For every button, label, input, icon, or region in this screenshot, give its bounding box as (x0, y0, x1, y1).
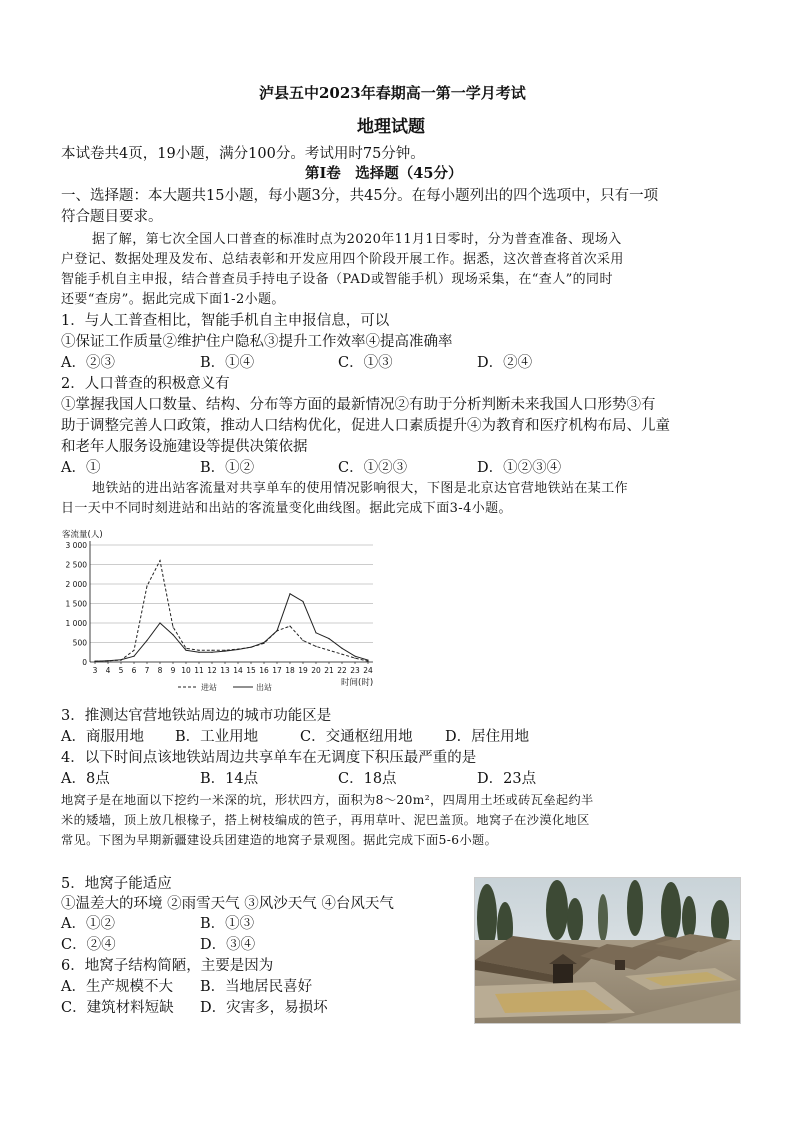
chart-y-tick-label: 1 500 (65, 599, 87, 609)
question-5-option-b[interactable]: B．①③ (200, 916, 255, 932)
chart-data-point (198, 652, 199, 653)
chart-data-point (94, 661, 95, 662)
chart-data-point (263, 642, 264, 643)
chart-data-point (198, 650, 199, 651)
question-3-option-c[interactable]: C．交通枢纽用地 (300, 729, 413, 745)
question-2-option-a[interactable]: A．① (61, 460, 101, 476)
chart-x-tick-label: 19 (298, 666, 308, 675)
instructions-line-2: 符合题目要求。 (61, 209, 163, 225)
dwelling-photo (474, 877, 741, 1024)
chart-y-axis-label: 客流量(人) (62, 530, 103, 540)
chart-x-tick-label: 18 (285, 666, 295, 675)
exam-info: 本试卷共4页，19小题，满分100分。考试用时75分钟。 (61, 146, 425, 162)
chart-y-tick-label: 2 000 (65, 580, 87, 589)
chart-series-lines (94, 560, 368, 662)
chart-x-tick-label: 13 (220, 666, 230, 675)
instructions-line-1: 一、选择题：本大题共15小题，每小题3分，共45分。在每小题列出的四个选项中，只有一项 (61, 188, 659, 204)
question-2-items-line-3: 和老年人服务设施建设等提供决策依据 (61, 439, 308, 455)
chart-x-tick-label: 23 (350, 666, 360, 675)
subject-title: 地理试题 (357, 117, 425, 137)
question-6-stem: 6．地窝子结构简陋，主要是因为 (61, 958, 274, 974)
question-4-option-a[interactable]: A．8点 (61, 771, 110, 787)
chart-data-point (159, 560, 160, 561)
question-4-option-c[interactable]: C．18点 (338, 771, 397, 787)
question-1-option-d[interactable]: D．②④ (477, 355, 533, 371)
question-1-option-a[interactable]: A．②③ (61, 355, 115, 371)
chart-data-point (172, 626, 173, 627)
chart-data-point (211, 652, 212, 653)
question-1-items: ①保证工作质量②维护住户隐私③提升工作效率④提高准确率 (61, 334, 453, 350)
chart-data-point (276, 630, 277, 631)
chart-data-point (302, 601, 303, 602)
chart-x-tick-label: 12 (207, 666, 217, 675)
chart-y-tick-label: 1 000 (65, 619, 87, 628)
chart-gridlines (90, 545, 373, 643)
question-2-option-d[interactable]: D．①②③④ (477, 460, 562, 476)
chart-data-point (107, 660, 108, 661)
chart-x-tick-label: 6 (131, 666, 137, 675)
chart-axes (90, 541, 373, 664)
chart-data-point (224, 651, 225, 652)
chart-data-point (211, 650, 212, 651)
question-6-option-d[interactable]: D．灾害多，易损坏 (200, 1000, 328, 1016)
chart-x-axis-label: 时间(时) (341, 678, 374, 688)
question-5-items: ①温差大的环境 ②雨雪天气 ③风沙天气 ④台风天气 (61, 896, 394, 912)
material-3-line-1: 地窝子是在地面以下挖约一米深的坑，形状四方，面积为8～20m²，四周用土坯或砖瓦垒起约半 (61, 793, 594, 807)
question-6-option-a[interactable]: A．生产规模不大 (61, 979, 173, 995)
question-4-option-d[interactable]: D．23点 (477, 771, 537, 787)
question-5-stem: 5．地窝子能适应 (61, 876, 172, 892)
material-3-line-3: 常见。下图为早期新疆建设兵团建造的地窝子景观图。据此完成下面5-6小题。 (61, 833, 498, 847)
question-6-option-b[interactable]: B．当地居民喜好 (200, 979, 313, 995)
chart-x-tick-label: 24 (363, 666, 373, 675)
question-4-option-b[interactable]: B．14点 (200, 771, 259, 787)
chart-x-tick-label: 22 (337, 666, 347, 675)
chart-data-point (289, 593, 290, 594)
question-1-option-b[interactable]: B．①④ (200, 355, 255, 371)
material-3-line-2: 米的矮墙，顶上放几根椽子，搭上树枝编成的笆子，再用草叶、泥巴盖顶。地窝子在沙漠化地区 (61, 813, 590, 827)
chart-data-point (250, 647, 251, 648)
chart-data-point (367, 660, 368, 661)
chart-y-tick-label: 3 000 (65, 541, 87, 550)
question-2-items-line-1: ①掌握我国人口数量、结构、分布等方面的最新情况②有助于分析判断未来我国人口形势③有 (61, 397, 656, 413)
chart-data-point (302, 640, 303, 641)
question-3-option-a[interactable]: A．商服用地 (61, 729, 144, 745)
chart-data-point (341, 648, 342, 649)
material-1-line-1: 据了解，第七次全国人口普查的标准时点为2020年11月1日零时，分为普查准备、现场入 (92, 232, 622, 247)
chart-data-point (315, 632, 316, 633)
chart-x-tick-label: 11 (194, 666, 204, 675)
question-1-stem: 1．与人工普查相比，智能手机自主申报信息，可以 (61, 313, 390, 329)
chart-x-tick-label: 7 (144, 666, 150, 675)
chart-legend-label-2: 出站 (256, 683, 272, 692)
chart-x-tick-label: 4 (105, 666, 111, 675)
chart-data-point (315, 646, 316, 647)
question-3-option-b[interactable]: B．工业用地 (175, 729, 259, 745)
chart-data-point (328, 650, 329, 651)
chart-data-point (133, 656, 134, 657)
question-3-stem: 3．推测达官营地铁站周边的城市功能区是 (61, 708, 332, 724)
chart-x-tick-label: 9 (170, 666, 176, 675)
chart-data-point (185, 648, 186, 649)
question-3-option-d[interactable]: D．居住用地 (445, 729, 530, 745)
chart-data-point (367, 661, 368, 662)
material-2-line-1: 地铁站的进出站客流量对共享单车的使用情况影响很大，下图是北京达官营地铁站在某工作 (92, 481, 629, 496)
chart-y-tick-label: 500 (72, 638, 87, 648)
chart-x-tick-labels (93, 666, 373, 675)
material-1-line-3: 智能手机自主申报，结合普查员手持电子设备（PAD或智能手机）现场采集，在“查人”的同时 (61, 272, 613, 287)
chart-data-point (120, 659, 121, 660)
exam-title: 泸县五中2023年春期高一第一学月考试 (259, 84, 526, 102)
question-1-option-c[interactable]: C．①③ (338, 355, 393, 371)
chart-legend-label-1: 进站 (201, 683, 217, 692)
chart-data-point (146, 640, 147, 641)
chart-data-point (289, 626, 290, 627)
chart-x-tick-label: 16 (259, 666, 269, 675)
chart-x-tick-label: 15 (246, 666, 256, 675)
question-6-option-c[interactable]: C．建筑材料短缺 (61, 1000, 174, 1016)
question-2-option-b[interactable]: B．①② (200, 460, 255, 476)
chart-series-line-2 (95, 594, 368, 661)
question-5-option-d[interactable]: D．③④ (200, 937, 256, 953)
chart-y-tick-label: 2 500 (65, 560, 87, 570)
dwelling-photo-illustration (475, 878, 740, 1023)
chart-y-tick-labels (66, 541, 88, 667)
section-title: 第Ⅰ卷 选择题（45分） (305, 165, 463, 182)
chart-series-line-1 (95, 561, 368, 662)
chart-x-tick-label: 14 (233, 666, 243, 675)
material-2-line-2: 日一天中不同时刻进站和出站的客流量变化曲线图。据此完成下面3-4小题。 (61, 501, 512, 516)
chart-x-tick-label: 8 (157, 666, 163, 675)
question-5-option-c[interactable]: C．②④ (61, 937, 116, 953)
material-1-line-2: 户登记、数据处理及发布、总结表彰和开发应用四个阶段开展工作。据悉，这次普查将首次采用 (61, 252, 624, 267)
chart-data-point (328, 638, 329, 639)
question-2-items-line-2: 助于调整完善人口政策，推动人口结构优化，促进人口素质提升④为教育和医疗机构布局、儿童 (61, 418, 670, 434)
chart-data-point (146, 585, 147, 586)
chart-data-point (237, 649, 238, 650)
chart-data-point (354, 656, 355, 657)
chart-y-tick-label: 0 (82, 658, 87, 667)
chart-x-tick-label: 5 (118, 666, 124, 675)
chart-data-point (159, 622, 160, 623)
question-4-stem: 4．以下时间点该地铁站周边共享单车在无调度下积压最严重的是 (61, 750, 477, 766)
question-5-option-a[interactable]: A．①② (61, 916, 115, 932)
material-1-line-4: 还要“查房”。据此完成下面1-2小题。 (61, 292, 285, 307)
chart-x-tick-label: 21 (324, 666, 334, 675)
chart-x-tick-label: 20 (311, 666, 321, 675)
question-2-stem: 2．人口普查的积极意义有 (61, 376, 230, 392)
chart-x-tick-label: 10 (181, 666, 191, 675)
chart-legend (178, 682, 272, 692)
chart-data-point (354, 658, 355, 659)
chart-x-tick-label: 3 (92, 666, 98, 675)
chart-data-point (172, 634, 173, 635)
chart-data-point (185, 650, 186, 651)
question-2-option-c[interactable]: C．①②③ (338, 460, 408, 476)
chart-data-point (133, 650, 134, 651)
chart-x-tick-label: 17 (272, 666, 282, 675)
passenger-flow-chart (58, 525, 388, 695)
chart-data-point (341, 654, 342, 655)
